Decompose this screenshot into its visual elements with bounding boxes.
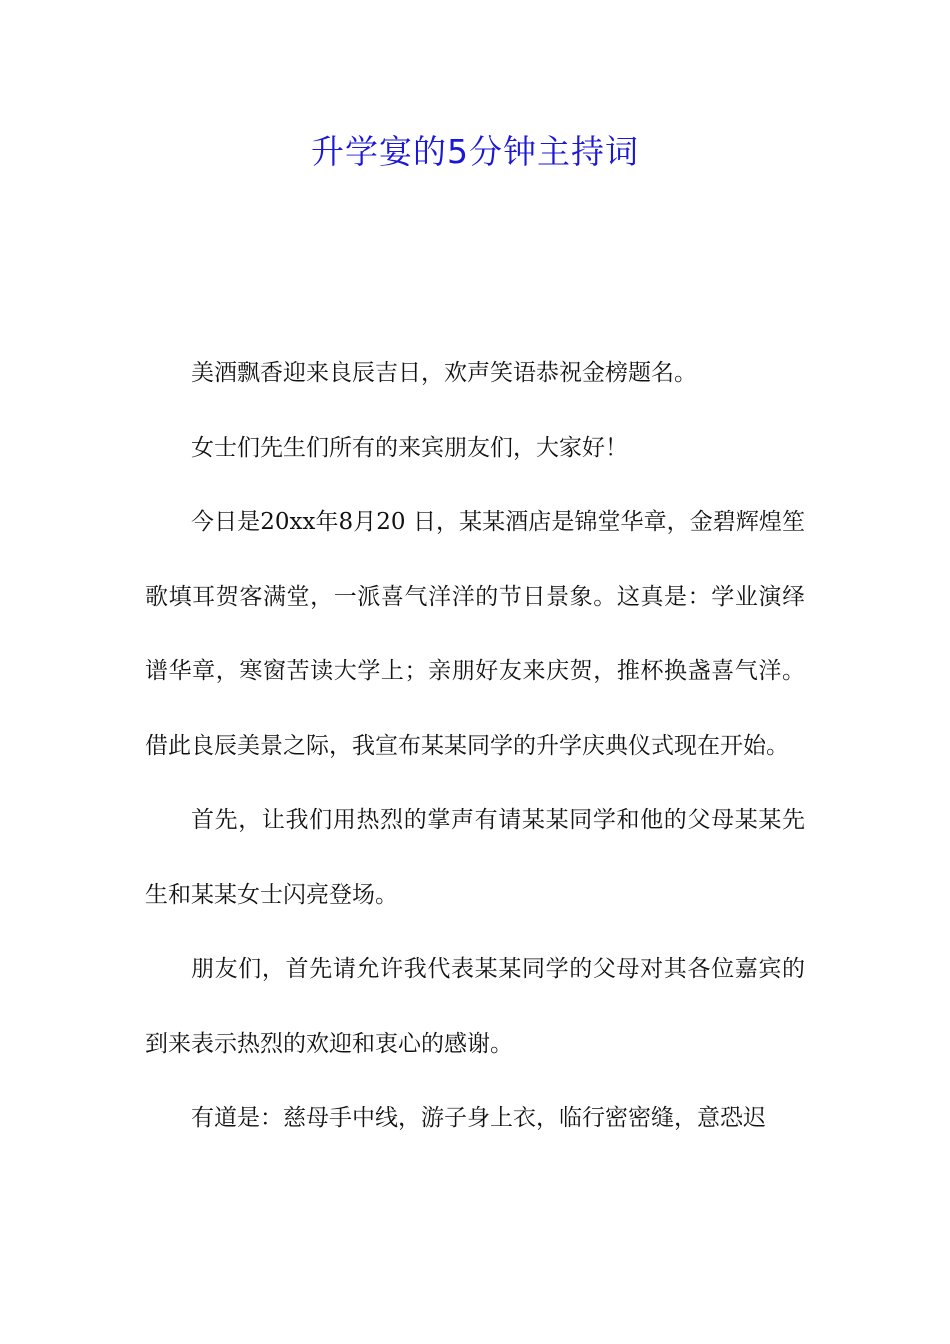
paragraph-opening: 今日是20xx年8月20 日，某某酒店是锦堂华章，金碧辉煌笙歌填耳贺客满堂，一派喜气洋洋的节日景象。这真是：学业演绎谱华章，寒窗苦读大学上；亲朋好友来庆贺，推杯换盏喜气洋。借此良辰美景之际，我宣布某某同学的升学庆典仪式现在开始。 xyxy=(145,509,805,759)
paragraph-greeting-couplet: 美酒飘香迎来良辰吉日，欢声笑语恭祝金榜题名。 xyxy=(191,360,697,386)
paragraph-introduction: 首先，让我们用热烈的掌声有请某某同学和他的父母某某先生和某某女士闪亮登场。 xyxy=(145,807,805,908)
paragraph-welcome: 朋友们，首先请允许我代表某某同学的父母对其各位嘉宾的到来表示热烈的欢迎和衷心的感谢。 xyxy=(145,956,805,1057)
paragraph-poem: 有道是：慈母手中线，游子身上衣，临行密密缝，意恐迟 xyxy=(191,1105,766,1131)
document-body xyxy=(145,336,805,1156)
document-title: 升学宴的5分钟主持词 xyxy=(311,132,639,171)
paragraph-salutation: 女士们先生们所有的来宾朋友们，大家好！ xyxy=(191,434,628,461)
